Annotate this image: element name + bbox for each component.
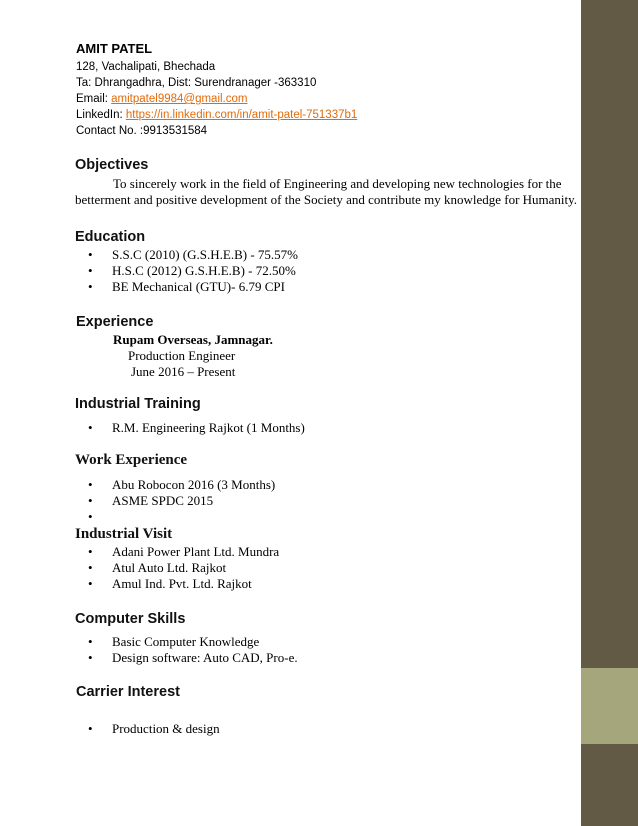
bullet-icon: • — [88, 247, 93, 262]
list-item: • BE Mechanical (GTU)- 6.79 CPI — [88, 279, 285, 295]
experience-company: Rupam Overseas, Jamnagar. — [113, 332, 273, 347]
bullet-icon: • — [88, 420, 93, 435]
address-line-2: Ta: Dhrangadhra, Dist: Surendranager -363310 — [76, 77, 317, 89]
experience-heading: Experience — [76, 314, 154, 330]
list-item: • S.S.C (2010) (G.S.H.E.B) - 75.57% — [88, 247, 298, 262]
bullet-icon: • — [88, 634, 93, 649]
education-list — [88, 247, 298, 296]
list-item: • Basic Computer Knowledge — [88, 634, 260, 649]
bullet-icon: • — [88, 279, 93, 295]
bullet-icon: • — [88, 477, 93, 492]
work-experience-heading: Work Experience — [75, 452, 188, 468]
email-label: Email: — [76, 93, 112, 105]
bullet-icon: • — [88, 721, 93, 736]
bullet-icon: • — [88, 560, 93, 576]
bullet-icon: • — [88, 493, 93, 509]
list-item: • Amul Ind. Pvt. Ltd. Rajkot — [88, 576, 252, 592]
list-item: • H.S.C (2012) G.S.H.E.B) - 72.50% — [88, 263, 296, 279]
carrier-interest-list — [88, 721, 220, 737]
list-item: • Abu Robocon 2016 (3 Months) — [88, 477, 276, 492]
list-item: • Design software: Auto CAD, Pro-e. — [88, 650, 298, 666]
bullet-icon: • — [88, 576, 93, 592]
bullet-icon: • — [88, 509, 93, 525]
list-item: • R.M. Engineering Rajkot (1 Months) — [88, 420, 305, 435]
industrial-visit-heading: Industrial Visit — [75, 526, 173, 542]
email-line — [76, 93, 247, 105]
experience-period: June 2016 – Present — [131, 364, 236, 379]
objectives-line-1: To sincerely work in the field of Engineering and developing new technologies for the — [113, 176, 562, 191]
bullet-icon: • — [88, 650, 93, 666]
email-link[interactable]: amitpatel9984@gmail.com — [111, 93, 248, 105]
objectives-heading: Objectives — [75, 157, 149, 173]
industrial-training-list — [88, 420, 305, 436]
list-item: • ASME SPDC 2015 — [88, 493, 214, 509]
linkedin-label: LinkedIn: — [76, 109, 126, 121]
sidebar-accent — [581, 668, 638, 744]
computer-skills-heading: Computer Skills — [75, 611, 186, 627]
carrier-interest-heading: Carrier Interest — [76, 684, 180, 700]
experience-role: Production Engineer — [128, 348, 236, 363]
work-experience-list — [88, 477, 275, 526]
list-item: • Atul Auto Ltd. Rajkot — [88, 560, 227, 576]
linkedin-line — [76, 109, 357, 121]
list-item: • Adani Power Plant Ltd. Mundra — [88, 544, 280, 559]
industrial-visit-list — [88, 544, 279, 593]
list-item — [88, 509, 275, 525]
contact-number: Contact No. :9913531584 — [76, 125, 208, 137]
objectives-line-2: betterment and positive development of the Society and contribute my knowledge for Humanity. — [75, 192, 578, 207]
linkedin-link[interactable]: https://in.linkedin.com/in/amit-patel-751337b1 — [125, 109, 358, 121]
education-heading: Education — [75, 229, 146, 245]
bullet-icon: • — [88, 263, 93, 279]
bullet-icon: • — [88, 544, 93, 559]
candidate-name: AMIT PATEL — [76, 41, 153, 56]
industrial-training-heading: Industrial Training — [75, 396, 201, 412]
computer-skills-list — [88, 634, 298, 666]
list-item: • Production & design — [88, 721, 220, 736]
address-line-1: 128, Vachalipati, Bhechada — [76, 61, 216, 73]
